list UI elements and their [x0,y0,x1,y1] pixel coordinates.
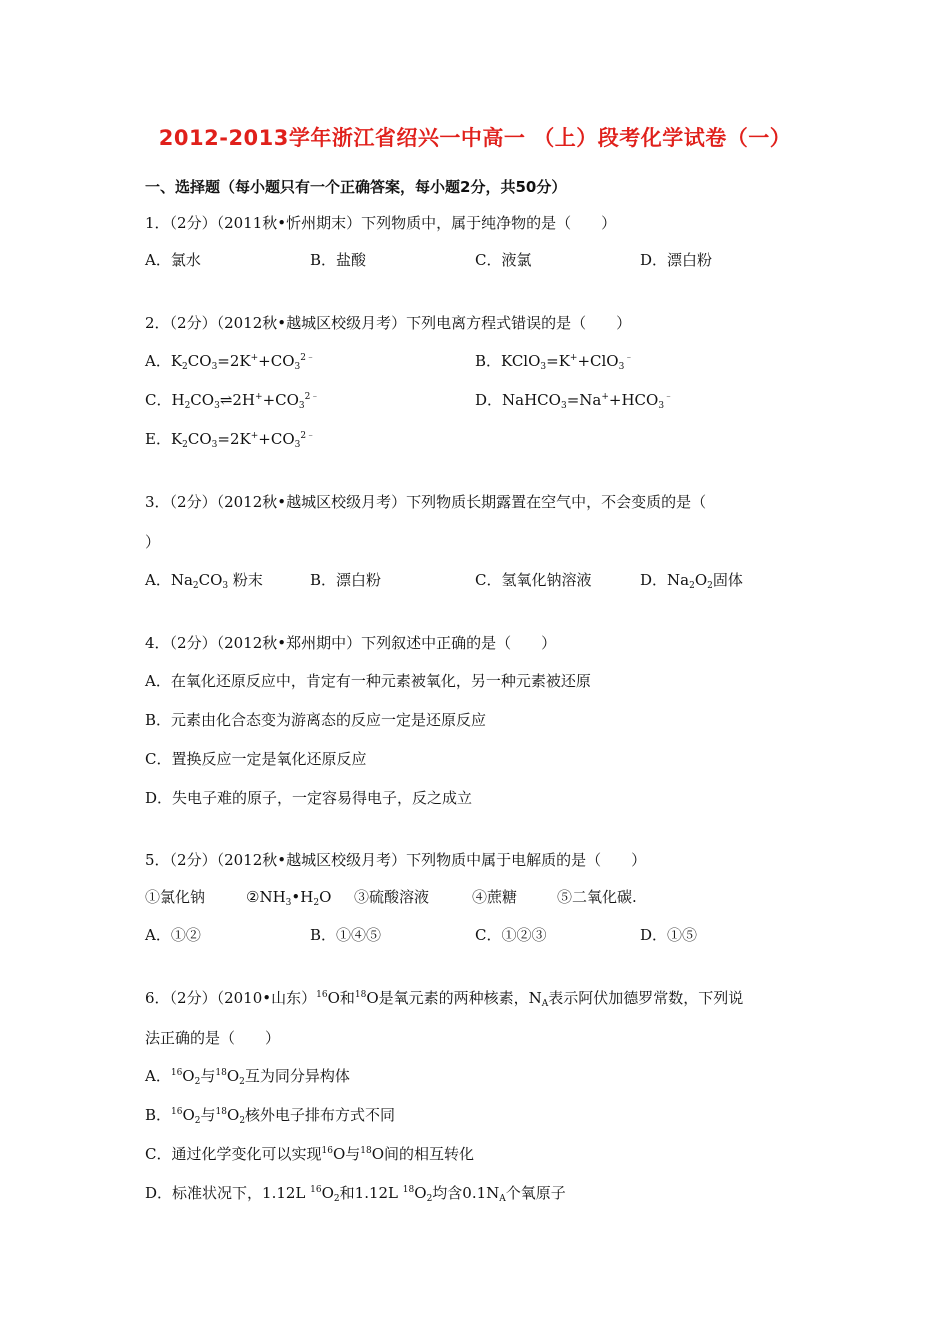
question-3-stem: 3．（2分）（2012秋•越城区校级月考）下列物质长期露置在空气中，不会变质的是（ [145,493,707,511]
question-5-item-3: ③硫酸溶液 [354,888,430,906]
question-3-option-d: D．$Na_2O_2$固体 [640,571,743,591]
question-5-item-1: ①氯化钠 [145,888,206,906]
question-5-option-d: D．①⑤ [640,926,698,944]
question-5-item-5: ⑤二氧化碳. [557,888,637,906]
section-heading: 一、选择题（每小题只有一个正确答案，每小题2分，共50分） [145,178,567,196]
question-1-option-a: A．氯水 [145,251,201,269]
question-3-option-a: A．$Na_2CO_3$ 粉末 [145,571,263,591]
question-6-option-b: B．$^{16}O_2$与$^{18}O_2$核外电子排布方式不同 [145,1106,396,1126]
question-2-option-b: B．KClO$_3$=K++ClO$_3$﹣ [475,352,634,372]
question-5-item-4: ④蔗糖 [472,888,518,906]
question-4-option-d: D．失电子难的原子，一定容易得电子，反之成立 [145,789,473,807]
question-5-stem: 5．（2分）（2012秋•越城区校级月考）下列物质中属于电解质的是（ ） [145,851,647,869]
question-3-stem-continued: ） [145,533,161,551]
question-3-option-c: C．氢氧化钠溶液 [475,571,592,589]
question-6-stem-continued: 法正确的是（ ） [145,1029,281,1047]
question-2-stem: 2．（2分）（2012秋•越城区校级月考）下列电离方程式错误的是（ ） [145,314,632,332]
question-6-stem: 6．（2分）（2010•山东）$^{16}$O和$^{18}$O是氧元素的两种核素，$N_A$表示阿伏加德罗常数，下列说 [145,989,744,1009]
question-3-option-b: B．漂白粉 [310,571,382,589]
page-title: 2012-2013学年浙江省绍兴一中高一 （上）段考化学试卷（一） [158,126,792,150]
question-5-option-a: A．①② [145,926,201,944]
question-1-option-d: D．漂白粉 [640,251,713,269]
question-5-option-b: B．①④⑤ [310,926,382,944]
question-4-option-b: B．元素由化合态变为游离态的反应一定是还原反应 [145,711,487,729]
question-6-option-a: A．$^{16}O_2$与$^{18}O_2$互为同分异构体 [145,1067,350,1087]
question-2-option-c: C．$H_2CO_3\rightleftharpoons 2H^++CO_3^{2﹣}$ [145,391,320,411]
question-2-option-e: E．$K_2CO_3=2K^++CO_3^{2﹣}$ [145,430,316,450]
question-6-option-d: D．标准状况下，1.12L $^{16}O_2$和1.12L $^{18}O_2$均含$0.1N_A$个氧原子 [145,1184,566,1204]
question-4-option-a: A．在氧化还原反应中，肯定有一种元素被氧化，另一种元素被还原 [145,672,591,690]
question-1-stem: 1．（2分）（2011秋•忻州期末）下列物质中，属于纯净物的是（ ） [145,214,617,232]
question-2-option-a: A．$K_2CO_3=2K^++CO_3^{2﹣}$ [145,352,315,372]
question-1-option-b: B．盐酸 [310,251,367,269]
question-1-option-c: C．液氯 [475,251,532,269]
question-5-option-c: C．①②③ [475,926,547,944]
question-4-option-c: C．置换反应一定是氧化还原反应 [145,750,367,768]
question-4-stem: 4．（2分）（2012秋•郑州期中）下列叙述中正确的是（ ） [145,634,557,652]
question-5-item-2: $②NH_3•H_2O$ [246,888,332,908]
question-6-option-c: C．通过化学变化可以实现$^{16}$O与$^{18}$O间的相互转化 [145,1145,475,1163]
question-2-option-d: D．$NaHCO_3=Na^++HCO_3^﹣$ [475,391,674,411]
